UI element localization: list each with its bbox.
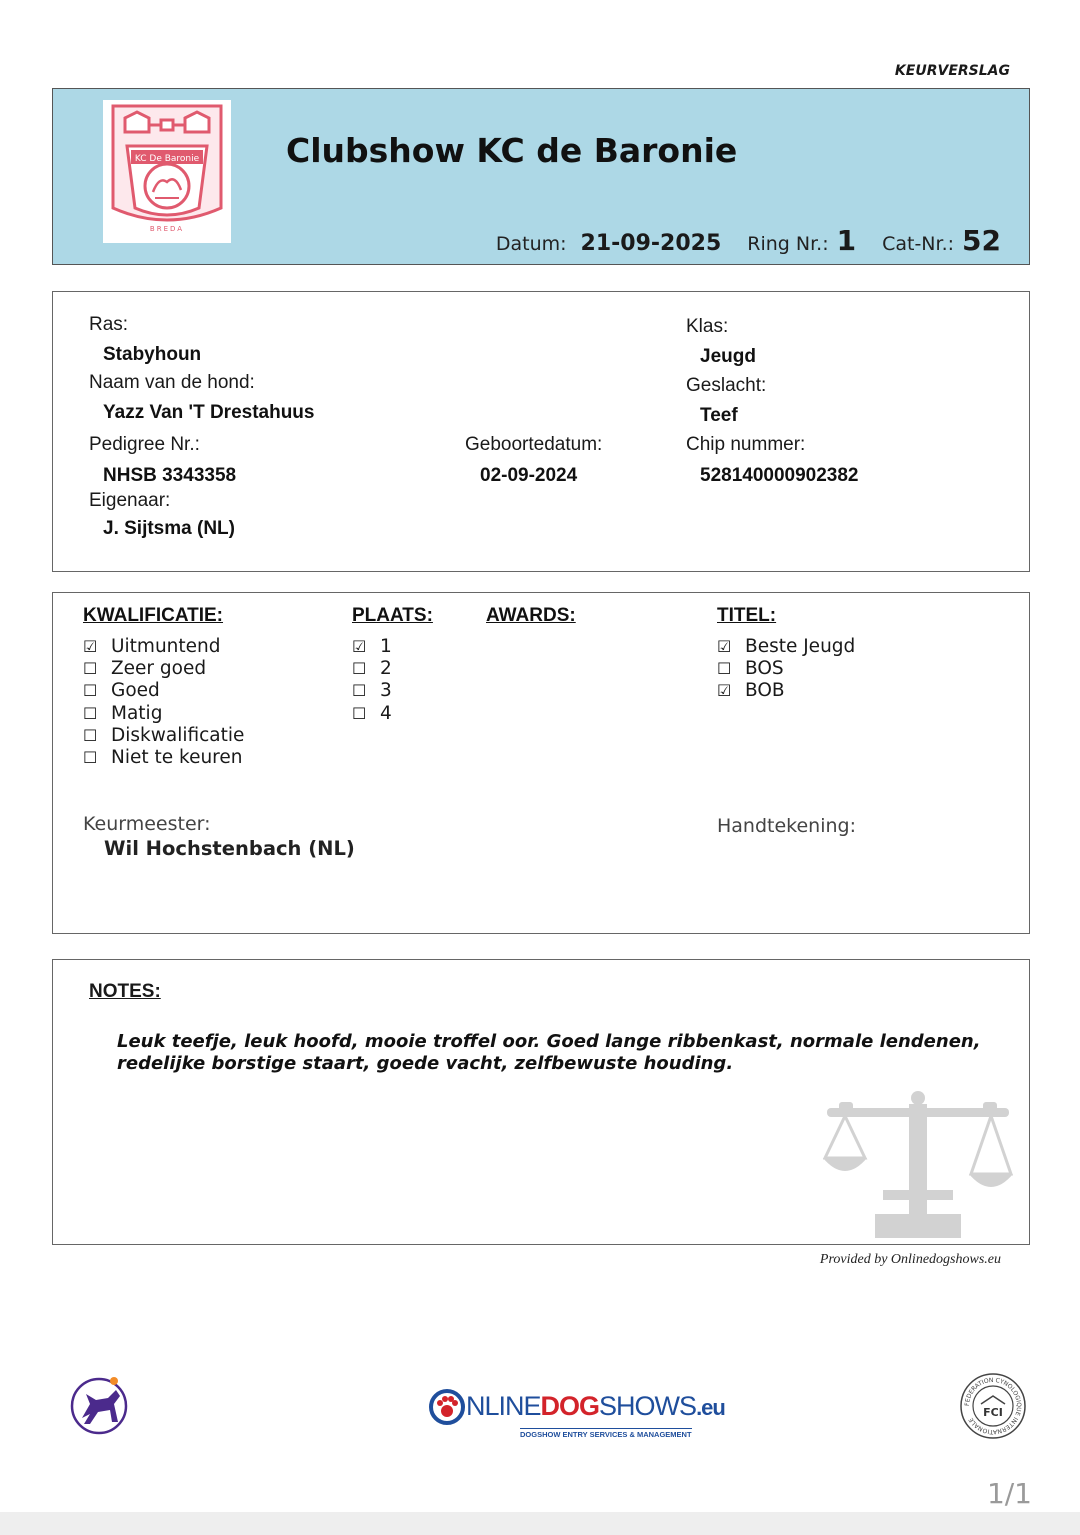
owner-label: Eigenaar: (89, 490, 171, 511)
judge-value: Wil Hochstenbach (NL) (104, 837, 355, 860)
checkbox-icon: ☐ (83, 748, 98, 768)
date-value: 21-09-2025 (580, 231, 722, 256)
checkbox-icon: ☐ (717, 658, 732, 678)
notes-box (52, 959, 1030, 1245)
qualification-list (83, 635, 244, 769)
judging-result-box (52, 592, 1030, 934)
notes-heading: NOTES: (89, 981, 161, 1002)
pedigree-value: NHSB 3343358 (103, 465, 237, 486)
placement-list (352, 635, 392, 724)
cat-label: Cat-Nr.: (882, 233, 955, 255)
checkbox-icon: ☐ (352, 681, 367, 701)
page-indicator: 1/1 (986, 1477, 1032, 1510)
qualification-option: ☑ Uitmuntend (83, 635, 221, 657)
paw-icon (428, 1388, 466, 1426)
club-crest-icon (103, 100, 231, 243)
qualification-option: ☐ Niet te keuren (83, 747, 243, 769)
qualification-option: ☐ Goed (83, 680, 160, 702)
checkbox-icon: ☐ (352, 658, 367, 678)
show-meta (496, 224, 1001, 257)
fci-logo-icon (959, 1372, 1027, 1440)
breed-label: Ras: (89, 314, 129, 335)
checkbox-icon: ☑ (352, 636, 367, 656)
placement-option: ☑ 1 (352, 635, 392, 657)
checkbox-icon: ☑ (83, 636, 98, 656)
dog-show-logo-icon (68, 1372, 130, 1436)
placement-option: ☐ 4 (352, 702, 392, 724)
qualification-option: ☐ Zeer goed (83, 657, 207, 679)
signature-label: Handtekening: (717, 815, 857, 837)
ring-value: 1 (836, 224, 857, 257)
dog-info-box (52, 291, 1030, 572)
qualification-heading: KWALIFICATIE: (83, 605, 224, 626)
viewer-bottom-bar (0, 1512, 1080, 1535)
pedigree-label: Pedigree Nr.: (89, 434, 200, 455)
dog-name-value: Yazz Van 'T Drestahuus (103, 402, 315, 423)
birthdate-label: Geboortedatum: (465, 434, 603, 455)
judge-label: Keurmeester: (83, 813, 211, 835)
show-header (52, 88, 1030, 265)
checkbox-icon: ☐ (83, 658, 98, 678)
provided-by: Provided by Onlinedogshows.eu (819, 1252, 1001, 1267)
title-list (717, 635, 855, 702)
svg-text:KC De Baronie: KC De Baronie (134, 154, 200, 164)
qualification-option: ☐ Matig (83, 702, 163, 724)
placement-heading: PLAATS: (352, 605, 433, 626)
awards-heading: AWARDS: (486, 605, 576, 626)
scales-watermark-icon (823, 1086, 1013, 1242)
checkbox-icon: ☐ (83, 681, 98, 701)
notes-line: Leuk teefje, leuk hoofd, mooie troffel oor. Goed lange ribbenkast, normale lendenen, (117, 1031, 981, 1052)
class-value: Jeugd (700, 346, 756, 367)
title-heading: TITEL: (717, 605, 777, 626)
show-title: Clubshow KC de Baronie (286, 131, 738, 170)
document-type: KEURVERSLAG (894, 63, 1010, 79)
placement-option: ☐ 2 (352, 657, 392, 679)
club-logo (103, 100, 231, 243)
ods-tagline: DOGSHOW ENTRY SERVICES & MANAGEMENT (520, 1430, 692, 1439)
checkbox-icon: ☐ (352, 703, 367, 723)
dog-name-label: Naam van de hond: (89, 372, 255, 393)
ring-label: Ring Nr.: (747, 233, 829, 255)
notes-text (117, 1031, 1007, 1075)
svg-text:FCI: FCI (983, 1406, 1003, 1419)
sex-label: Geslacht: (686, 375, 767, 396)
title-option: ☐ BOS (717, 657, 784, 679)
checkbox-icon: ☐ (83, 725, 98, 745)
class-label: Klas: (686, 316, 729, 337)
sex-value: Teef (700, 405, 738, 426)
cat-value: 52 (962, 224, 1001, 257)
chip-label: Chip nummer: (686, 434, 806, 455)
chip-value: 528140000902382 (700, 465, 859, 486)
breed-value: Stabyhoun (103, 344, 202, 365)
checkbox-icon: ☑ (717, 636, 732, 656)
checkbox-icon: ☐ (83, 703, 98, 723)
onlinedogshows-logo (428, 1386, 725, 1442)
date-label: Datum: (495, 233, 567, 255)
title-option: ☑ BOB (717, 680, 785, 702)
ods-wordmark: NLINEDOGSHOWS.eu (466, 1391, 725, 1421)
owner-value: J. Sijtsma (NL) (103, 518, 235, 539)
qualification-option: ☐ Diskwalificatie (83, 724, 245, 746)
title-option: ☑ Beste Jeugd (717, 635, 856, 657)
svg-text:FEDERATION CYNOLOGIQUE INTERNA: FEDERATION CYNOLOGIQUE INTERNATIONALE (963, 1376, 1023, 1436)
svg-text:BREDA: BREDA (149, 225, 185, 233)
checkbox-icon: ☑ (717, 681, 732, 701)
notes-line: redelijke borstige staart, goede vacht, zelfbewuste houding. (117, 1053, 734, 1074)
placement-option: ☐ 3 (352, 680, 392, 702)
birthdate-value: 02-09-2024 (480, 465, 578, 486)
